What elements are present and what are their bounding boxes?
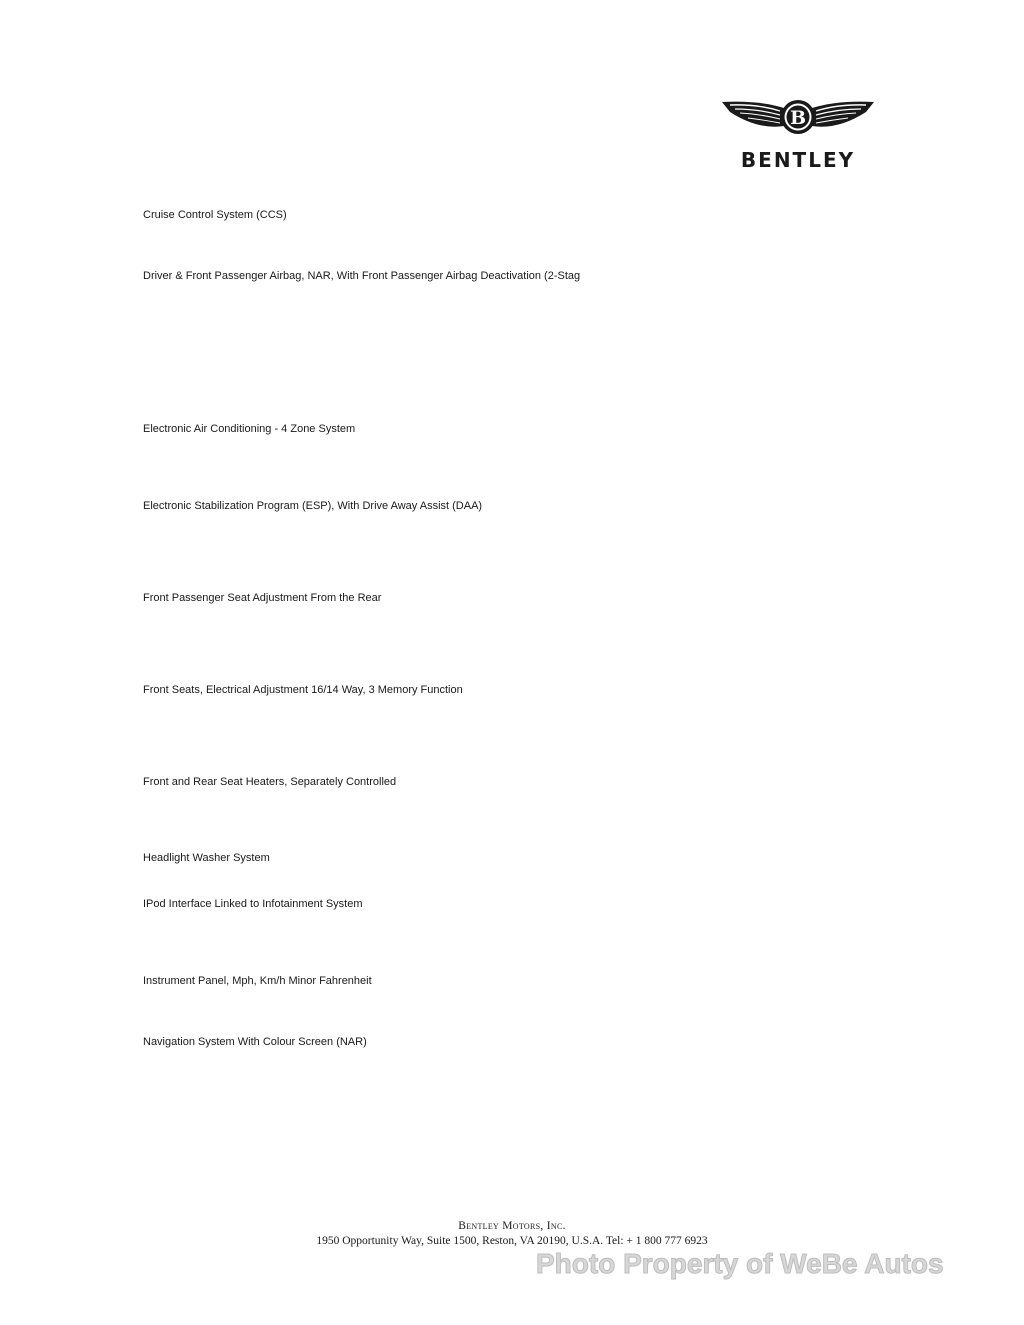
feature-item: Cruise Control System (CCS): [143, 209, 287, 221]
svg-text:B: B: [789, 107, 807, 129]
feature-item: Electronic Stabilization Program (ESP), With Drive Away Assist (DAA): [143, 500, 483, 512]
feature-item: Front Seats, Electrical Adjustment 16/14 Way, 3 Memory Function: [143, 684, 463, 696]
brand-wordmark: BENTLEY: [740, 148, 856, 172]
feature-item: Instrument Panel, Mph, Km/h Minor Fahrenheit: [143, 975, 372, 987]
feature-item: Navigation System With Colour Screen (NAR): [143, 1036, 367, 1048]
feature-item: IPod Interface Linked to Infotainment System: [143, 898, 363, 910]
feature-item: Front Passenger Seat Adjustment From the Rear: [143, 592, 382, 604]
footer-company-name: Bentley Motors, Inc.: [458, 1220, 566, 1232]
footer-address: 1950 Opportunity Way, Suite 1500, Reston, VA 20190, U.S.A. Tel: + 1 800 777 6923: [316, 1235, 708, 1247]
watermark-text: Photo Property of WeBe Autos: [536, 1248, 944, 1279]
feature-item: Front and Rear Seat Heaters, Separately Controlled: [143, 776, 397, 788]
feature-item: Headlight Washer System: [143, 852, 270, 864]
feature-item: Electronic Air Conditioning - 4 Zone System: [143, 423, 356, 435]
feature-item: Driver & Front Passenger Airbag, NAR, With Front Passenger Airbag Deactivation (2-Stag: [143, 270, 581, 282]
